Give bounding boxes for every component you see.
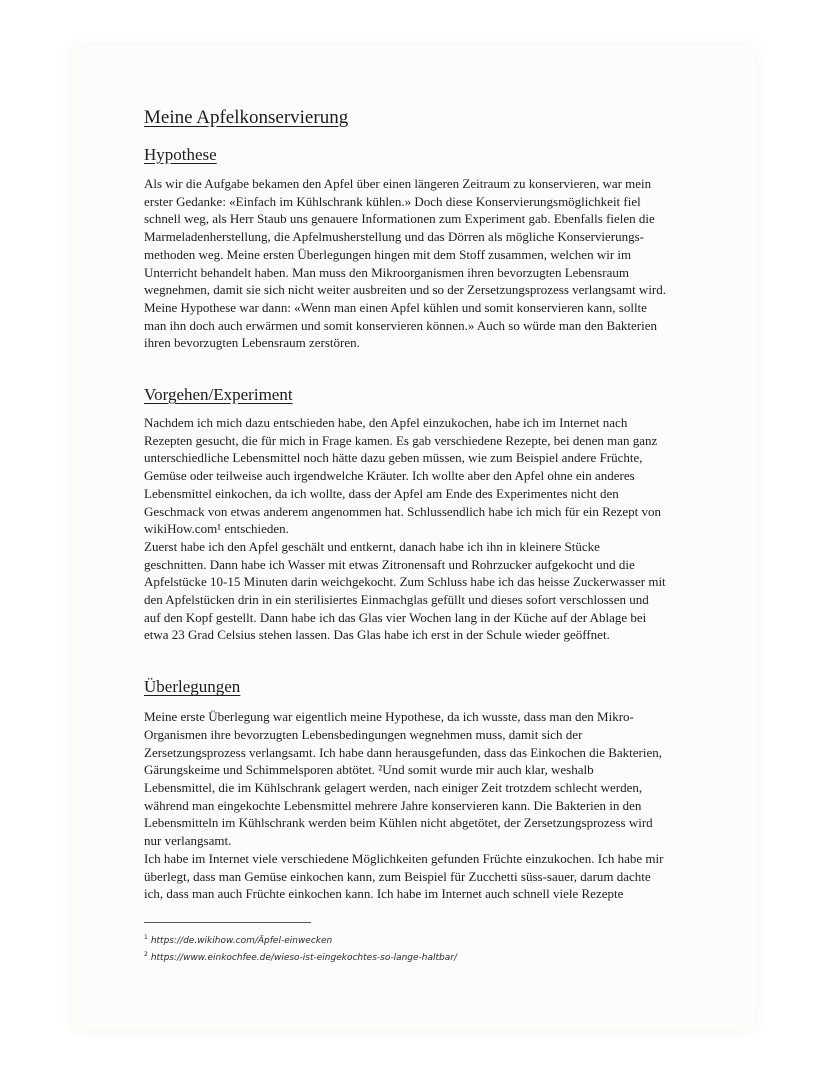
section-paragraph: [144, 414, 704, 644]
section-paragraph: [144, 708, 704, 903]
footnotes: [144, 931, 457, 965]
document-body: [144, 106, 704, 903]
text-line: Geschmack von etwas anderem angenommen hat. Schlussendlich habe ich mich für ein Rezept von: [144, 503, 661, 519]
footnote-divider: [144, 922, 311, 923]
text-line: Meine Hypothese war dann: «Wenn man einen Apfel kühlen und somit konservieren kann, sollte: [144, 299, 647, 315]
text-line: überlegt, dass man Gemüse einkochen kann, zum Beispiel für Zucchetti süss-sauer, darum dachte: [144, 868, 651, 884]
footnote-link[interactable]: https://de.wikihow.com/Äpfel-einwecken: [150, 936, 333, 946]
document-title: Meine Apfelkonservierung: [144, 107, 349, 128]
text-line: nur verlangsamt.: [144, 833, 232, 849]
text-line: Nachdem ich mich dazu entschieden habe, den Apfel einzukochen, habe ich im Internet nach: [144, 415, 628, 431]
footnote-1: [144, 931, 457, 948]
text-line: geschnitten. Dann habe ich Wasser mit etwas Zitronensaft und Rohrzucker aufgekocht und die: [144, 556, 635, 572]
text-line: Gärungskeime und Schimmelsporen abtötet. ²Und somit wurde mir auch klar, weshalb: [144, 762, 594, 778]
text-line: Lebensmittel, die im Kühlschrank gelagert werden, nach einiger Zeit trotzdem schlecht werden,: [144, 779, 643, 795]
text-line: Ich habe im Internet viele verschiedene Möglichkeiten gefunden Früchte einzukochen. Ich habe mir: [144, 850, 664, 866]
text-line: Lebensmitteln im Kühlschrank werden beim Kühlen nicht abgetötet, der Zersetzungsprozess wird: [144, 815, 653, 831]
text-line: Marmeladenherstellung, die Apfelmusherstellung und das Dörren als mögliche Konservierungs-: [144, 229, 645, 245]
text-line: unterschiedliche Lebensmittel noch hätte dazu geben müssen, wie zum Beispiel andere Früchte,: [144, 450, 643, 466]
section-ueberlegungen: [144, 676, 704, 903]
text-line: Zuerst habe ich den Apfel geschält und entkernt, danach habe ich ihn in kleinere Stücke: [144, 538, 600, 554]
text-line: erster Gedanke: «Einfach im Kühlschrank kühlen.» Doch diese Konservierungsmöglichkeit fiel: [144, 193, 641, 209]
text-line: wikiHow.com¹ entschieden.: [144, 521, 289, 537]
text-line: Zersetzungsprozess verlangsamt. Ich habe dann herausgefunden, dass das Einkochen die Bakterien,: [144, 744, 663, 760]
text-line: schnell weg, als Herr Staub uns genauere Informationen zum Experiment gab. Ebenfalls fielen die: [144, 211, 655, 227]
footnote-number: 1: [144, 934, 148, 941]
section-vorgehen-experiment: [144, 384, 704, 644]
text-line: ihren bevorzugten Lebensraum zerstören.: [144, 335, 360, 351]
text-line: auf den Kopf gestellt. Dann habe ich das Glas vier Wochen lang in der Küche auf der Ablage bei: [144, 609, 647, 625]
text-line: Meine erste Überlegung war eigentlich meine Hypothese, da ich wusste, dass man den Mikro-: [144, 709, 634, 725]
footnote-number: 2: [144, 951, 148, 958]
text-line: Rezepten gesucht, die für mich in Frage kamen. Es gab verschiedene Rezepte, bei denen man ganz: [144, 432, 658, 448]
text-line: den Apfelstücken drin in ein sterilisiertes Einmachglas gefüllt und dieses sofort verschlossen und: [144, 592, 649, 608]
footnote-2: [144, 948, 457, 965]
section-hypothese: [144, 144, 704, 352]
section-heading: Hypothese: [144, 145, 217, 164]
text-line: während man eingekochte Lebensmittel mehrere Jahre konservieren kann. Die Bakterien in den: [144, 797, 642, 813]
text-line: Unterricht behandelt haben. Man muss den Mikroorganismen ihren bevorzugten Lebensraum: [144, 264, 629, 280]
text-line: wegnehmen, damit sie sich nicht weiter ausbreiten und so der Zersetzungsprozess verlangsamt wird.: [144, 282, 667, 298]
text-line: man ihn doch auch erwärmen und somit konservieren können.» Auch so würde man den Bakterien: [144, 317, 657, 333]
text-line: ich, dass man auch Früchte einkochen kann. Ich habe im Internet auch schnell viele Rezepte: [144, 886, 624, 902]
section-paragraph: [144, 175, 704, 352]
text-line: etwa 23 Grad Celsius stehen lassen. Das Glas habe ich erst in der Schule wieder geöffnet.: [144, 627, 610, 643]
text-line: Organismen ihre bevorzugten Lebensbedingungen wegnehmen muss, damit sich der: [144, 726, 583, 742]
section-heading: Vorgehen/Experiment: [144, 385, 293, 405]
text-line: Als wir die Aufgabe bekamen den Apfel über einen längeren Zeitraum zu konservieren, war mein: [144, 176, 652, 191]
section-heading: Überlegungen: [144, 677, 241, 697]
text-line: Gemüse oder teilweise auch irgendwelche Kräuter. Ich wollte aber den Apfel ohne ein anderes: [144, 468, 635, 484]
text-line: Lebensmittel einkochen, da ich wollte, dass der Apfel am Ende des Experimentes nicht den: [144, 485, 619, 501]
text-line: Apfelstücke 10-15 Minuten darin weichgekocht. Zum Schluss habe ich das heisse Zuckerwasser mit: [144, 574, 666, 590]
text-line: methoden weg. Meine ersten Überlegungen hingen mit dem Stoff zusammen, welchen wir im: [144, 246, 632, 262]
footnote-link[interactable]: https://www.einkochfee.de/wieso-ist-eingekochtes-so-lange-haltbar/: [150, 953, 457, 963]
